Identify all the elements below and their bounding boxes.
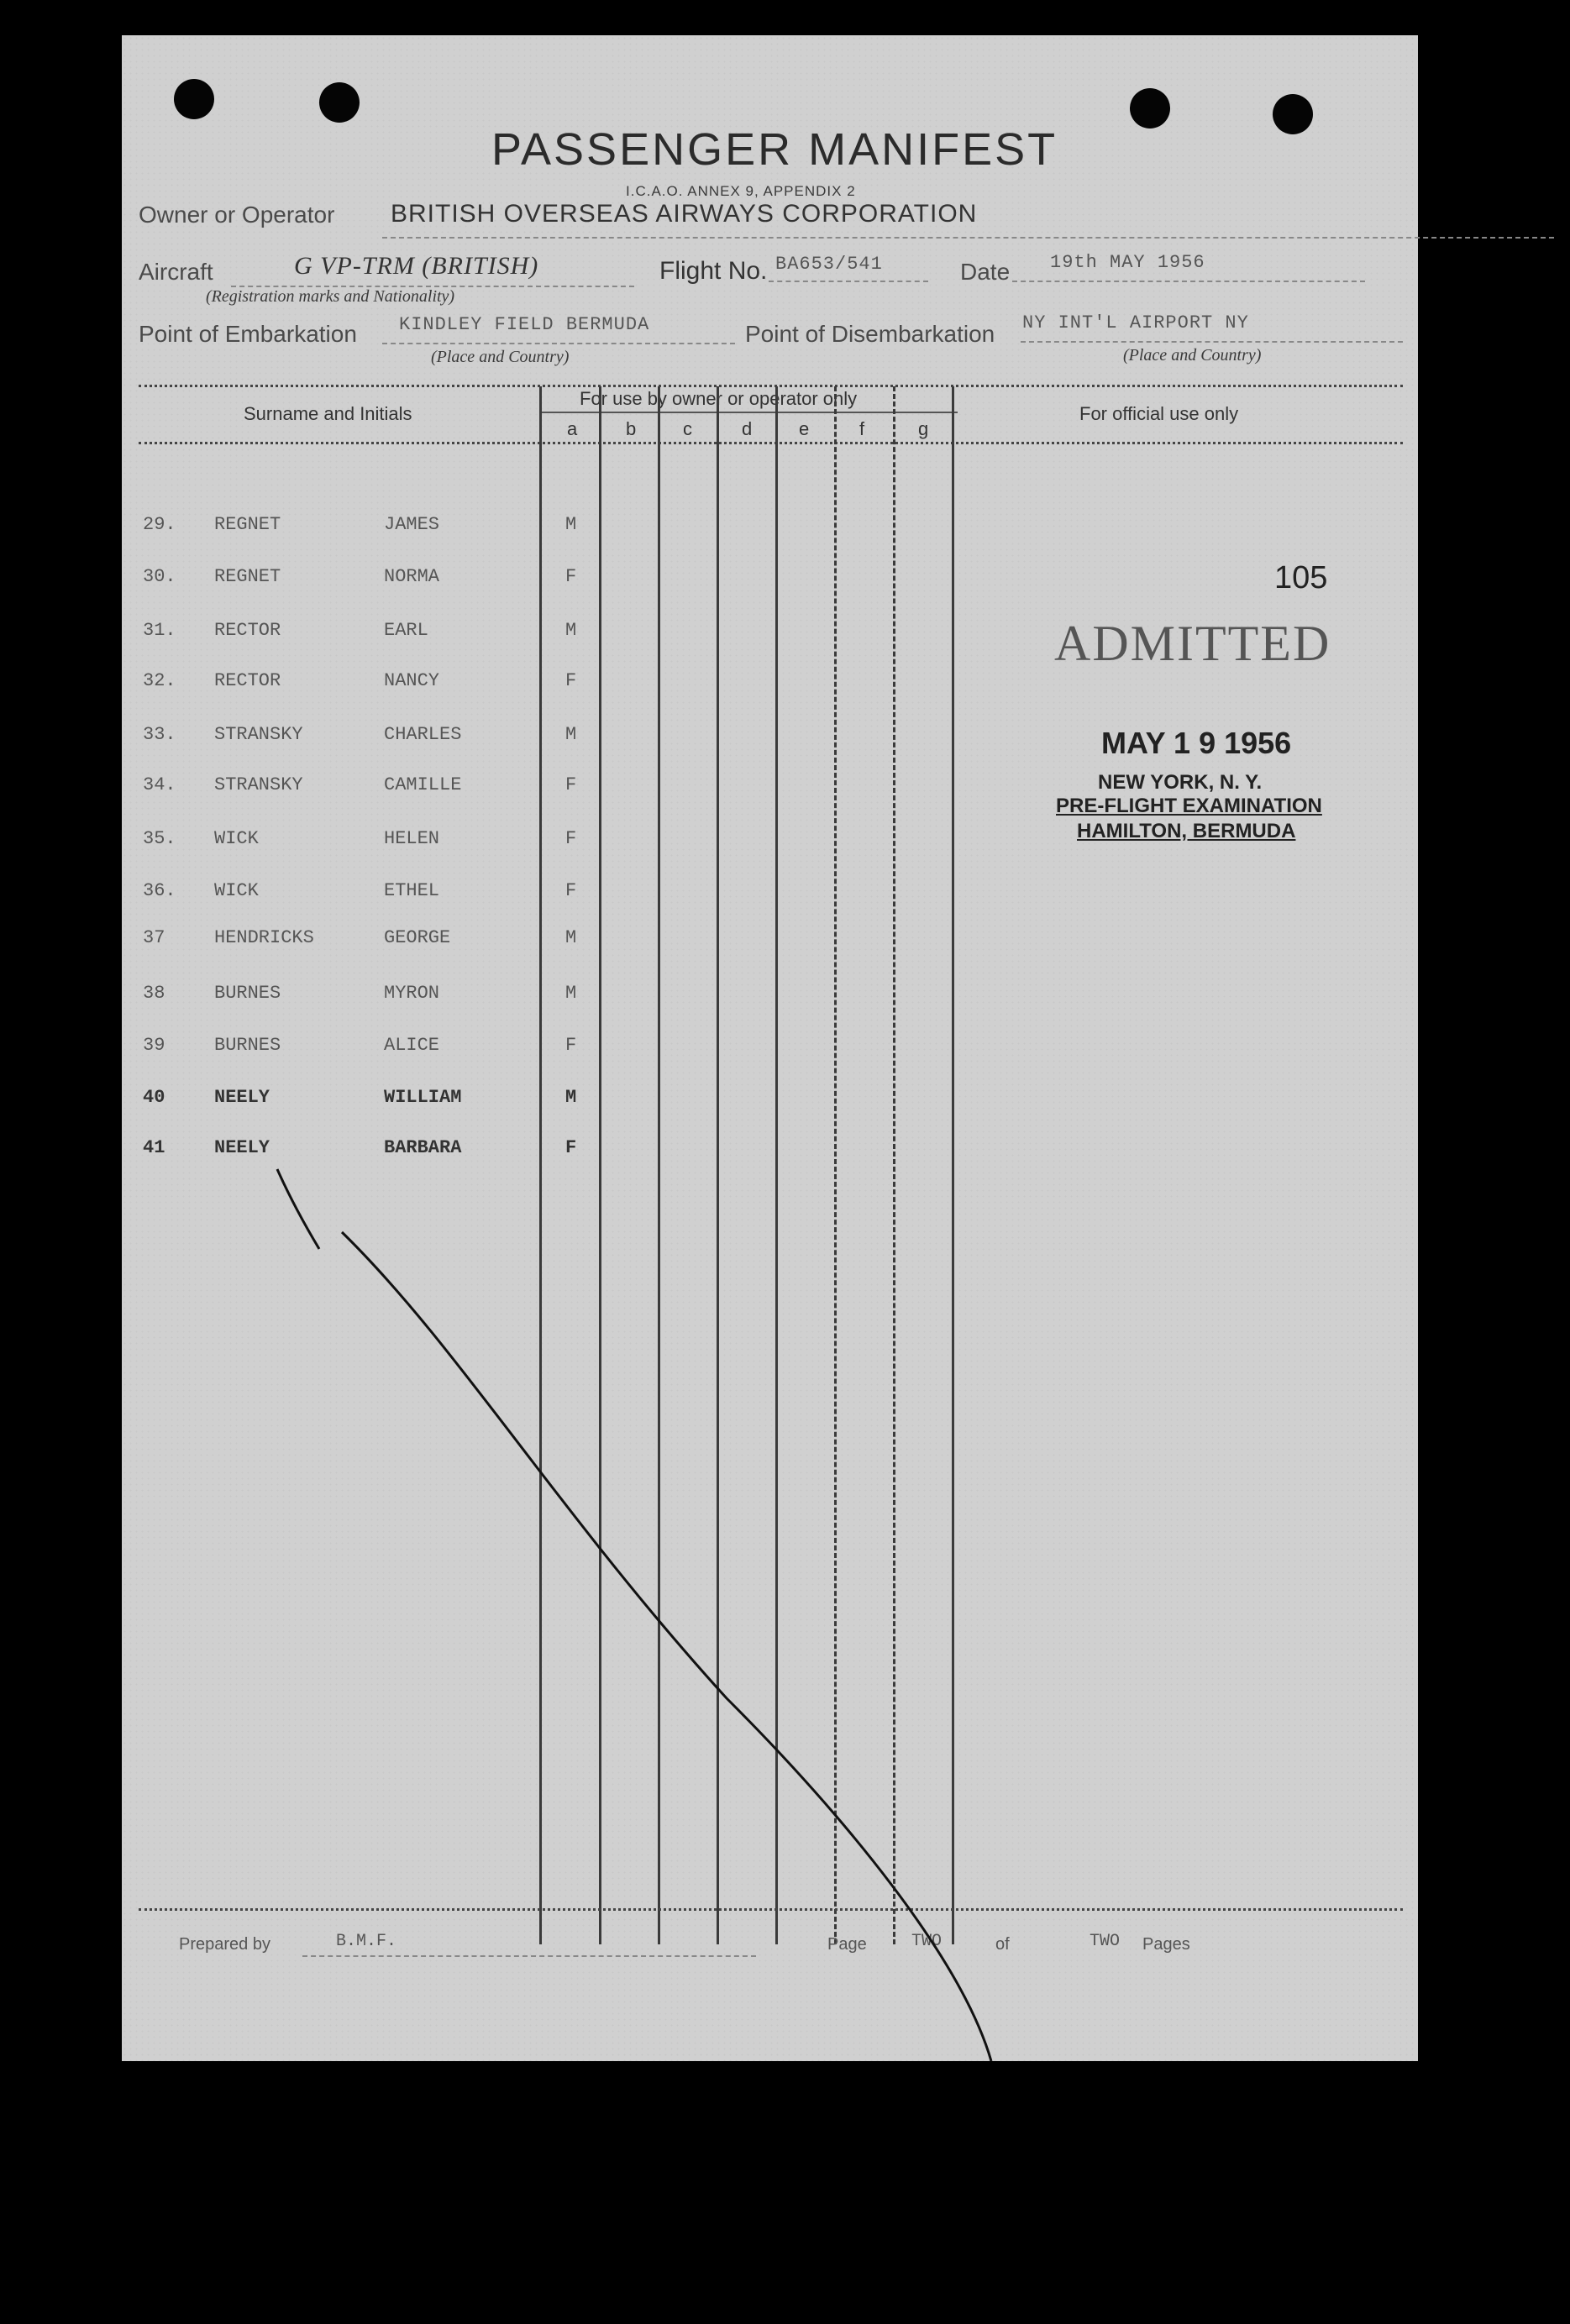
passenger-given-name: WILLIAM	[384, 1087, 462, 1108]
col-g-header: g	[918, 418, 929, 439]
page-value: TWO	[911, 1932, 943, 1951]
passenger-surname: NEELY	[214, 1137, 270, 1158]
stamp-city: NEW YORK, N. Y.	[1098, 771, 1263, 794]
passenger-surname: BURNES	[214, 1035, 281, 1056]
col-d-header: d	[742, 418, 753, 439]
passenger-given-name: ETHEL	[384, 880, 440, 901]
passenger-surname: RECTOR	[214, 620, 281, 641]
passenger-given-name: GEORGE	[384, 927, 451, 948]
prepared-label: Prepared by	[179, 1935, 270, 1954]
passenger-sex: M	[565, 1087, 577, 1108]
flight-label: Flight No.	[659, 257, 768, 285]
page-label: Page	[827, 1935, 867, 1954]
passenger-given-name: NORMA	[384, 566, 440, 587]
passenger-given-name: EARL	[384, 620, 428, 641]
passenger-number: 36.	[143, 880, 176, 901]
col-a-header: a	[567, 418, 578, 439]
disembark-note: (Place and Country)	[1123, 346, 1262, 365]
passenger-sex: F	[565, 828, 577, 849]
passenger-number: 31.	[143, 620, 176, 641]
disembark-label: Point of Disembarkation	[745, 321, 995, 347]
passenger-number: 34.	[143, 774, 176, 795]
passenger-sex: M	[565, 724, 577, 745]
passenger-surname: RECTOR	[214, 670, 281, 691]
page-number: 105	[1274, 560, 1328, 595]
passenger-sex: M	[565, 514, 577, 535]
passenger-sex: F	[565, 880, 577, 901]
stamp-date: MAY 1 9 1956	[1101, 726, 1292, 760]
col-b-header: b	[626, 418, 637, 439]
of-label: of	[995, 1935, 1010, 1954]
passenger-sex: F	[565, 566, 577, 587]
passenger-sex: M	[565, 620, 577, 641]
passenger-number: 33.	[143, 724, 176, 745]
passenger-sex: F	[565, 670, 577, 691]
passenger-given-name: NANCY	[384, 670, 440, 691]
aircraft-value: G VP-TRM (BRITISH)	[294, 252, 539, 280]
passenger-given-name: HELEN	[384, 828, 440, 849]
passenger-number: 35.	[143, 828, 176, 849]
total-pages-value: TWO	[1090, 1932, 1121, 1951]
passenger-number: 41	[143, 1137, 165, 1158]
col-e-header: e	[799, 418, 810, 439]
manifest-page	[122, 35, 1418, 2061]
passenger-surname: STRANSKY	[214, 774, 303, 795]
owner-use-header: For use by owner or operator only	[580, 388, 858, 409]
passenger-surname: WICK	[214, 828, 259, 849]
embark-value: KINDLEY FIELD BERMUDA	[399, 314, 650, 335]
passenger-sex: F	[565, 1035, 577, 1056]
manifest-subtitle: I.C.A.O. ANNEX 9, APPENDIX 2	[626, 183, 856, 199]
passenger-given-name: ALICE	[384, 1035, 440, 1056]
disembark-value: NY INT'L AIRPORT NY	[1022, 312, 1249, 333]
passenger-sex: M	[565, 983, 577, 1004]
pages-label: Pages	[1142, 1935, 1190, 1954]
aircraft-note: (Registration marks and Nationality)	[206, 287, 455, 306]
passenger-number: 30.	[143, 566, 176, 587]
passenger-number: 40	[143, 1087, 165, 1108]
passenger-sex: F	[565, 774, 577, 795]
col-c-header: c	[683, 418, 692, 439]
passenger-surname: HENDRICKS	[214, 927, 314, 948]
passenger-number: 29.	[143, 514, 176, 535]
embark-label: Point of Embarkation	[139, 321, 357, 347]
cancellation-line	[122, 35, 1418, 2061]
passenger-number: 32.	[143, 670, 176, 691]
passenger-surname: STRANSKY	[214, 724, 303, 745]
passenger-surname: REGNET	[214, 566, 281, 587]
passenger-given-name: CHARLES	[384, 724, 462, 745]
admitted-stamp: ADMITTED	[1054, 616, 1331, 671]
col-f-header: f	[859, 418, 865, 439]
date-value: 19th MAY 1956	[1050, 252, 1205, 273]
passenger-number: 37	[143, 927, 165, 948]
flight-value: BA653/541	[775, 254, 883, 275]
owner-value: BRITISH OVERSEAS AIRWAYS CORPORATION	[391, 200, 978, 228]
stamp-exam: PRE-FLIGHT EXAMINATION	[1056, 795, 1322, 817]
official-header: For official use only	[1079, 403, 1239, 424]
prepared-value: B.M.F.	[336, 1932, 397, 1951]
passenger-number: 39	[143, 1035, 165, 1056]
manifest-title: PASSENGER MANIFEST	[491, 124, 1058, 175]
passenger-surname: REGNET	[214, 514, 281, 535]
owner-label: Owner or Operator	[139, 202, 335, 228]
passenger-surname: NEELY	[214, 1087, 270, 1108]
passenger-sex: F	[565, 1137, 577, 1158]
passenger-given-name: BARBARA	[384, 1137, 462, 1158]
passenger-surname: WICK	[214, 880, 259, 901]
passenger-given-name: CAMILLE	[384, 774, 462, 795]
passenger-given-name: JAMES	[384, 514, 440, 535]
passenger-sex: M	[565, 927, 577, 948]
embark-note: (Place and Country)	[431, 348, 570, 366]
aircraft-label: Aircraft	[139, 259, 213, 285]
passenger-given-name: MYRON	[384, 983, 440, 1004]
passenger-number: 38	[143, 983, 165, 1004]
surname-header: Surname and Initials	[244, 403, 412, 424]
passenger-surname: BURNES	[214, 983, 281, 1004]
date-label: Date	[960, 259, 1011, 285]
stamp-place: HAMILTON, BERMUDA	[1077, 820, 1296, 842]
